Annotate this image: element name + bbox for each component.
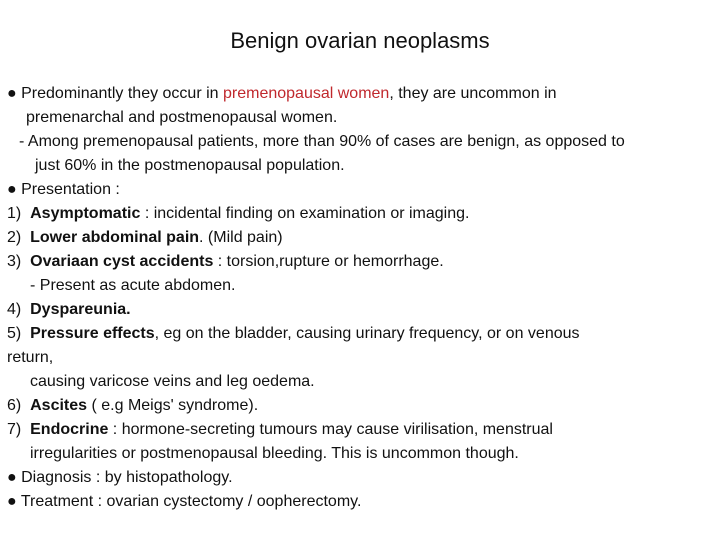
intro-text-pre: Predominantly they occur in: [21, 85, 223, 102]
item-term: Asymptomatic: [30, 205, 141, 222]
item-text: : hormone-secreting tumours may cause virilisation, menstrual: [108, 421, 553, 438]
item-term: Ascites: [30, 397, 88, 414]
presentation-label: Presentation :: [21, 181, 120, 198]
item-term: Lower abdominal pain: [30, 229, 200, 246]
item-number: 3): [7, 253, 22, 270]
bullet-icon: ●: [7, 181, 17, 198]
list-item-3: [7, 250, 715, 274]
item-number: 6): [7, 397, 22, 414]
bullet-icon: ●: [7, 493, 17, 510]
item-7-continuation: irregularities or postmenopausal bleeding. This is uncommon though.: [30, 445, 519, 462]
treatment-line: [7, 490, 715, 514]
item-term: Ovariaan cyst accidents: [30, 253, 214, 270]
item-text: : incidental finding on examination or imaging.: [140, 205, 470, 222]
intro-line-3: - Among premenopausal patients, more than 90% of cases are benign, as opposed to: [19, 133, 625, 150]
item-text: . (Mild pain): [199, 229, 283, 246]
highlight-text: premenopausal women: [223, 85, 390, 102]
item-number: 4): [7, 301, 22, 318]
presentation-heading: [7, 178, 715, 202]
slide-body: [7, 82, 715, 514]
list-item-2: [7, 226, 715, 250]
item-3-subpoint: - Present as acute abdomen.: [30, 277, 236, 294]
item-term: Pressure effects: [30, 325, 155, 342]
bullet-icon: ●: [7, 85, 17, 102]
treatment-text: Treatment : ovarian cystectomy / oopherectomy.: [20, 493, 362, 510]
item-term: Endocrine: [30, 421, 109, 438]
item-number: 2): [7, 229, 22, 246]
item-5-continuation: return,: [7, 349, 54, 366]
list-item-4: [7, 298, 715, 322]
list-item-5: [7, 322, 715, 346]
list-item-6: [7, 394, 715, 418]
item-5-continuation-2: causing varicose veins and leg oedema.: [30, 373, 315, 390]
intro-line-1: [7, 82, 715, 106]
item-term: Dyspareunia.: [30, 301, 131, 318]
list-item-7: [7, 418, 715, 442]
item-text: ( e.g Meigs' syndrome).: [87, 397, 259, 414]
item-number: 1): [7, 205, 22, 222]
intro-line-2: premenarchal and postmenopausal women.: [26, 109, 338, 126]
diagnosis-text: Diagnosis : by histopathology.: [21, 469, 233, 486]
intro-line-4: just 60% in the postmenopausal population.: [35, 157, 345, 174]
item-text: : torsion,rupture or hemorrhage.: [213, 253, 444, 270]
item-text: , eg on the bladder, causing urinary frequency, or on venous: [154, 325, 580, 342]
item-number: 7): [7, 421, 22, 438]
intro-text-post: , they are uncommon in: [389, 85, 557, 102]
slide-title: Benign ovarian neoplasms: [230, 28, 490, 53]
bullet-icon: ●: [7, 469, 17, 486]
diagnosis-line: [7, 466, 715, 490]
item-number: 5): [7, 325, 22, 342]
list-item-1: [7, 202, 715, 226]
